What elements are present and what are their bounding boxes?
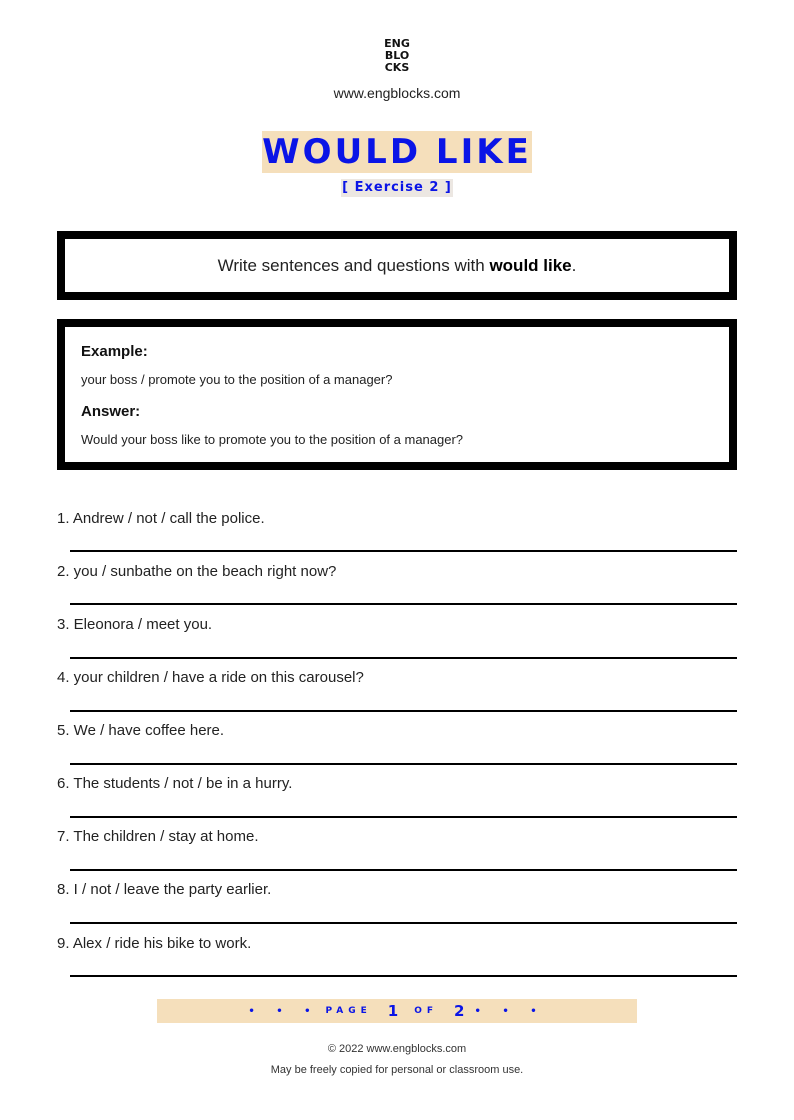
answer-line[interactable] (70, 710, 737, 712)
pager-page-label: PAGE (325, 1006, 372, 1016)
footer-copyright: © 2022 www.engblocks.com (327, 1043, 467, 1055)
footer-license: May be freely copied for personal or classroom use. (270, 1064, 524, 1076)
page-indicator (157, 999, 637, 1023)
site-url: www.engblocks.com (333, 85, 461, 101)
answer-line[interactable] (70, 816, 737, 818)
pager-of-label: OF (414, 1006, 439, 1016)
exercise-item: 8. I / not / leave the party earlier. (57, 881, 272, 898)
answer-line[interactable] (70, 975, 737, 977)
exercise-item: 2. you / sunbathe on the beach right now? (57, 563, 337, 580)
instructions-text (218, 256, 577, 276)
exercise-item: 1. Andrew / not / call the police. (57, 510, 265, 527)
pager-total-pages: 2 (454, 1002, 465, 1020)
answer-line[interactable] (70, 763, 737, 765)
exercise-label: [ Exercise 2 ] (342, 180, 452, 195)
answer-label: Answer: (81, 403, 141, 420)
instructions-bold: would like (489, 255, 572, 275)
logo-line: BLO (384, 49, 410, 62)
logo-line: CKS (384, 61, 410, 74)
answer-line[interactable] (70, 603, 737, 605)
instructions-text-start: Write sentences and questions with (217, 255, 490, 275)
worksheet-title: WOULD LIKE (262, 132, 532, 172)
pager-current-page: 1 (387, 1002, 399, 1020)
example-box (57, 319, 737, 470)
answer-line[interactable] (70, 550, 737, 552)
exercise-item: 4. your children / have a ride on this carousel? (57, 669, 364, 686)
example-label: Example: (81, 343, 148, 360)
answer-text: Would your boss like to promote you to the position of a manager? (81, 432, 464, 447)
exercise-item: 6. The students / not / be in a hurry. (57, 775, 293, 792)
instructions-text-end: . (571, 255, 577, 275)
instructions-box (57, 231, 737, 300)
example-text: your boss / promote you to the position of a manager? (81, 372, 393, 387)
pager-dots-right: • • • (474, 1005, 546, 1017)
answer-line[interactable] (70, 869, 737, 871)
pager-dots-left: • • • (248, 1005, 320, 1017)
exercise-item: 7. The children / stay at home. (57, 828, 259, 845)
engblocks-logo (377, 38, 417, 74)
exercise-item: 5. We / have coffee here. (57, 722, 225, 739)
exercise-item: 3. Eleonora / meet you. (57, 616, 213, 633)
logo-line: ENG (384, 37, 410, 50)
answer-line[interactable] (70, 657, 737, 659)
exercise-item: 9. Alex / ride his bike to work. (57, 935, 252, 952)
answer-line[interactable] (70, 922, 737, 924)
